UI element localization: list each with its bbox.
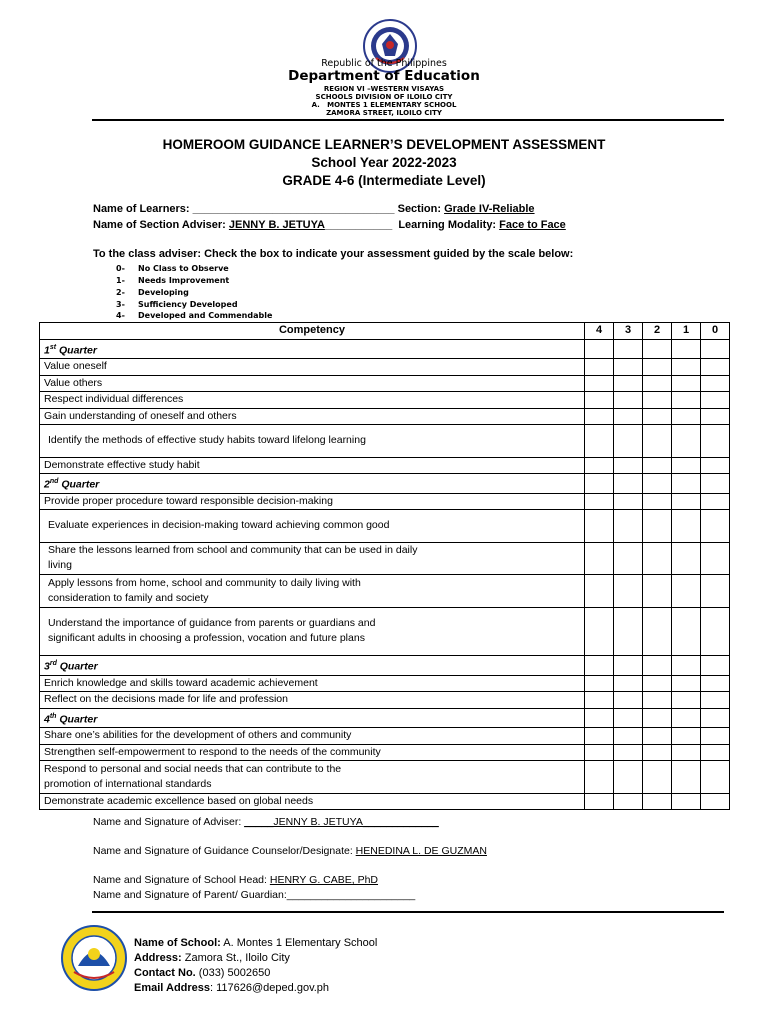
rating-checkbox[interactable]: [672, 474, 701, 494]
rating-checkbox[interactable]: [585, 728, 614, 745]
table-row: [40, 408, 730, 425]
rating-checkbox[interactable]: [701, 457, 730, 474]
col-header: 3: [614, 323, 643, 340]
rating-checkbox[interactable]: [672, 392, 701, 409]
rating-checkbox[interactable]: [701, 575, 730, 608]
rating-checkbox[interactable]: [672, 425, 701, 458]
table-row: [40, 675, 730, 692]
table-row: [40, 425, 730, 458]
rating-checkbox[interactable]: [701, 359, 730, 376]
counselor-signature-line: Name and Signature of Guidance Counselor/Designate: HENEDINA L. DE GUZMAN: [93, 845, 487, 857]
col-header: 1: [672, 323, 701, 340]
rating-checkbox[interactable]: [585, 408, 614, 425]
footer-email: Email Address: 117626@deped.gov.ph: [134, 982, 330, 994]
competency-item: Respond to personal and social needs that can contribute to the promotion of international standards: [40, 761, 585, 794]
rating-checkbox[interactable]: [614, 375, 643, 392]
footer-divider: [92, 911, 724, 913]
rating-checkbox[interactable]: [643, 708, 672, 728]
rating-checkbox[interactable]: [585, 656, 614, 676]
rating-checkbox[interactable]: [701, 375, 730, 392]
rating-checkbox[interactable]: [614, 493, 643, 510]
rating-checkbox[interactable]: [672, 728, 701, 745]
competency-header: Competency: [40, 323, 585, 340]
rating-checkbox[interactable]: [701, 408, 730, 425]
rating-checkbox[interactable]: [585, 457, 614, 474]
rating-checkbox[interactable]: [643, 542, 672, 575]
rating-checkbox[interactable]: [643, 375, 672, 392]
rating-checkbox[interactable]: [701, 542, 730, 575]
rating-checkbox[interactable]: [614, 575, 643, 608]
adviser-line: Name of Section Adviser: JENNY B. JETUYA___________ Learning Modality: Face to Face: [93, 219, 566, 231]
col-header: 0: [701, 323, 730, 340]
rating-checkbox[interactable]: [643, 692, 672, 709]
rating-checkbox[interactable]: [614, 793, 643, 810]
col-header: 4: [585, 323, 614, 340]
grade-level: GRADE 4-6 (Intermediate Level): [282, 173, 486, 188]
rating-checkbox[interactable]: [614, 457, 643, 474]
rating-checkbox[interactable]: [672, 359, 701, 376]
competency-item: Value others: [40, 375, 585, 392]
competency-table: [39, 322, 730, 810]
table-row: [40, 392, 730, 409]
rating-checkbox[interactable]: [701, 761, 730, 794]
competency-item: Identify the methods of effective study habits toward lifelong learning: [40, 425, 585, 458]
rating-checkbox[interactable]: [614, 728, 643, 745]
rating-checkbox[interactable]: [672, 575, 701, 608]
rating-checkbox[interactable]: [614, 708, 643, 728]
rating-checkbox[interactable]: [585, 708, 614, 728]
rating-checkbox[interactable]: [672, 708, 701, 728]
competency-item: Share the lessons learned from school and community that can be used in daily living: [40, 542, 585, 575]
section-value: Grade IV-Reliable: [444, 203, 535, 215]
learners-line: Name of Learners: _________________________________ Section: Grade IV-Reliable: [93, 203, 535, 215]
rating-checkbox[interactable]: [585, 793, 614, 810]
rating-checkbox[interactable]: [643, 728, 672, 745]
adviser-value: JENNY B. JETUYA: [228, 219, 325, 231]
rating-checkbox[interactable]: [614, 339, 643, 359]
rating-checkbox[interactable]: [614, 675, 643, 692]
rating-checkbox[interactable]: [672, 457, 701, 474]
competency-item: Respect individual differences: [40, 392, 585, 409]
rating-checkbox[interactable]: [672, 493, 701, 510]
rating-checkbox[interactable]: [701, 656, 730, 676]
quarter-row: [40, 708, 730, 728]
rating-checkbox[interactable]: [585, 339, 614, 359]
competency-item: Understand the importance of guidance from parents or guardians and significant adults in choosing a profession, vocation and future plans: [40, 607, 585, 656]
competency-item: Enrich knowledge and skills toward academic achievement: [40, 675, 585, 692]
rating-checkbox[interactable]: [672, 656, 701, 676]
rating-checkbox[interactable]: [643, 607, 672, 656]
table-row: [40, 457, 730, 474]
rating-checkbox[interactable]: [585, 510, 614, 543]
rating-checkbox[interactable]: [585, 761, 614, 794]
rating-checkbox[interactable]: [585, 359, 614, 376]
rating-checkbox[interactable]: [701, 607, 730, 656]
scale-item: 0- No Class to Observe: [116, 264, 229, 273]
rating-checkbox[interactable]: [585, 607, 614, 656]
rating-checkbox[interactable]: [672, 692, 701, 709]
rating-checkbox[interactable]: [643, 392, 672, 409]
footer-contact: Contact No. (033) 5002650: [134, 967, 271, 979]
rating-checkbox[interactable]: [614, 607, 643, 656]
competency-item: Gain understanding of oneself and others: [40, 408, 585, 425]
rating-checkbox[interactable]: [672, 510, 701, 543]
department-title: Department of Education: [288, 68, 480, 84]
rating-checkbox[interactable]: [643, 656, 672, 676]
quarter-row: [40, 656, 730, 676]
quarter-label: 1st Quarter: [40, 339, 585, 359]
rating-checkbox[interactable]: [614, 474, 643, 494]
table-row: [40, 542, 730, 575]
rating-checkbox[interactable]: [643, 339, 672, 359]
rating-checkbox[interactable]: [585, 493, 614, 510]
footer-address: Address: Zamora St., Iloilo City: [134, 952, 290, 964]
competency-item: Reflect on the decisions made for life and profession: [40, 692, 585, 709]
quarter-label: 4th Quarter: [40, 708, 585, 728]
rating-checkbox[interactable]: [614, 359, 643, 376]
adviser-signature-line: Name and Signature of Adviser: _____JENNY B. JETUYA_____________: [93, 816, 439, 828]
rating-checkbox[interactable]: [701, 744, 730, 761]
rating-checkbox[interactable]: [585, 675, 614, 692]
rating-checkbox[interactable]: [643, 474, 672, 494]
competency-item: Evaluate experiences in decision-making toward achieving common good: [40, 510, 585, 543]
school-year: School Year 2022-2023: [311, 155, 457, 170]
table-row: [40, 728, 730, 745]
rating-checkbox[interactable]: [585, 575, 614, 608]
rating-checkbox[interactable]: [701, 493, 730, 510]
rating-checkbox[interactable]: [614, 656, 643, 676]
table-row: [40, 359, 730, 376]
rating-checkbox[interactable]: [585, 744, 614, 761]
rating-checkbox[interactable]: [701, 425, 730, 458]
rating-checkbox[interactable]: [614, 392, 643, 409]
republic-text: Republic of the Philippines: [321, 58, 447, 69]
table-row: [40, 761, 730, 794]
form-title: HOMEROOM GUIDANCE LEARNER’S DEVELOPMENT ASSESSMENT: [162, 137, 606, 152]
rating-checkbox[interactable]: [672, 542, 701, 575]
rating-checkbox[interactable]: [701, 392, 730, 409]
competency-item: Strengthen self-empowerment to respond to the needs of the community: [40, 744, 585, 761]
table-row: [40, 375, 730, 392]
rating-checkbox[interactable]: [585, 474, 614, 494]
rating-checkbox[interactable]: [701, 474, 730, 494]
rating-checkbox[interactable]: [643, 761, 672, 794]
rating-checkbox[interactable]: [585, 375, 614, 392]
rating-checkbox[interactable]: [614, 744, 643, 761]
competency-item: Value oneself: [40, 359, 585, 376]
rating-checkbox[interactable]: [672, 339, 701, 359]
rating-checkbox[interactable]: [643, 359, 672, 376]
rating-checkbox[interactable]: [643, 510, 672, 543]
rating-checkbox[interactable]: [643, 744, 672, 761]
col-header: 2: [643, 323, 672, 340]
table-row: [40, 493, 730, 510]
table-row: [40, 793, 730, 810]
rating-checkbox[interactable]: [643, 575, 672, 608]
rating-checkbox[interactable]: [672, 607, 701, 656]
competency-item: Demonstrate effective study habit: [40, 457, 585, 474]
table-row: [40, 692, 730, 709]
table-header-row: [40, 323, 730, 340]
rating-checkbox[interactable]: [614, 408, 643, 425]
quarter-row: [40, 474, 730, 494]
rating-checkbox[interactable]: [614, 510, 643, 543]
scale-item: 1- Needs Improvement: [116, 276, 230, 285]
rating-checkbox[interactable]: [701, 793, 730, 810]
rating-checkbox[interactable]: [643, 675, 672, 692]
rating-checkbox[interactable]: [672, 793, 701, 810]
rating-checkbox[interactable]: [701, 708, 730, 728]
rating-checkbox[interactable]: [643, 425, 672, 458]
rating-checkbox[interactable]: [643, 493, 672, 510]
table-row: [40, 510, 730, 543]
parent-signature-line: Name and Signature of Parent/ Guardian:______________________: [93, 889, 416, 901]
rating-checkbox[interactable]: [614, 542, 643, 575]
rating-checkbox[interactable]: [701, 675, 730, 692]
quarter-label: 3rd Quarter: [40, 656, 585, 676]
street-text: ZAMORA STREET, ILOILO CITY: [326, 109, 442, 117]
rating-checkbox[interactable]: [672, 744, 701, 761]
rating-checkbox[interactable]: [701, 510, 730, 543]
rating-checkbox[interactable]: [672, 675, 701, 692]
school-head-signature-line: Name and Signature of School Head: HENRY G. CABE, PhD: [93, 874, 379, 886]
rating-checkbox[interactable]: [701, 692, 730, 709]
modality-value: Face to Face: [499, 219, 566, 231]
rating-checkbox[interactable]: [643, 457, 672, 474]
rating-checkbox[interactable]: [672, 375, 701, 392]
footer-school: Name of School: A. Montes 1 Elementary School: [134, 937, 378, 949]
table-row: [40, 575, 730, 608]
rating-checkbox[interactable]: [585, 392, 614, 409]
school-name-text: A. MONTES 1 ELEMENTARY SCHOOL: [311, 101, 457, 109]
rating-checkbox[interactable]: [701, 728, 730, 745]
competency-item: Apply lessons from home, school and community to daily living with consideration to family and society: [40, 575, 585, 608]
header-divider: [92, 119, 724, 121]
division-text: SCHOOLS DIVISION OF ILOILO CITY: [315, 93, 453, 101]
scale-item: 4- Developed and Commendable: [116, 311, 273, 320]
table-row: [40, 607, 730, 656]
rating-checkbox[interactable]: [672, 761, 701, 794]
rating-checkbox[interactable]: [585, 542, 614, 575]
instruction-text: To the class adviser: Check the box to indicate your assessment guided by the scale below:: [93, 248, 574, 260]
rating-checkbox[interactable]: [585, 425, 614, 458]
competency-item: Provide proper procedure toward responsible decision-making: [40, 493, 585, 510]
rating-checkbox[interactable]: [585, 692, 614, 709]
quarter-label: 2nd Quarter: [40, 474, 585, 494]
region-text: REGION VI –WESTERN VISAYAS: [323, 85, 445, 93]
school-logo-icon: [60, 924, 128, 992]
rating-checkbox[interactable]: [701, 339, 730, 359]
competency-item: Share one’s abilities for the development of others and community: [40, 728, 585, 745]
rating-checkbox[interactable]: [614, 692, 643, 709]
competency-table-body: [40, 323, 730, 810]
scale-item: 2- Developing: [116, 288, 189, 297]
scale-item: 3- Sufficiency Developed: [116, 300, 238, 309]
rating-checkbox[interactable]: [643, 408, 672, 425]
quarter-row: [40, 339, 730, 359]
competency-item: Demonstrate academic excellence based on global needs: [40, 793, 585, 810]
rating-checkbox[interactable]: [672, 408, 701, 425]
rating-checkbox[interactable]: [643, 793, 672, 810]
table-row: [40, 744, 730, 761]
rating-checkbox[interactable]: [614, 761, 643, 794]
rating-checkbox[interactable]: [614, 425, 643, 458]
